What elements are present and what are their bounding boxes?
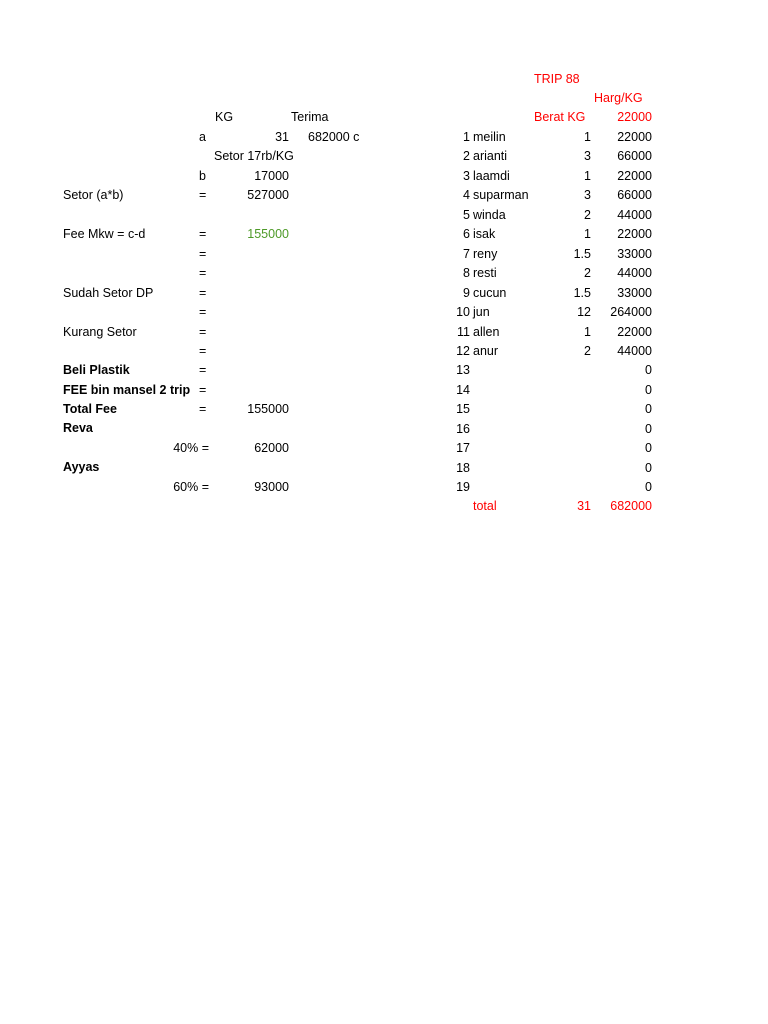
reva-pct: 40% = (173, 441, 209, 455)
row-b-label: b (199, 169, 206, 183)
total-fee-label: Total Fee (63, 402, 117, 416)
row-kg: 2 (584, 208, 591, 222)
row-kg: 1 (584, 130, 591, 144)
row-number: 18 (456, 461, 470, 475)
row-number: 1 (463, 130, 470, 144)
row-amount: 0 (645, 441, 652, 455)
row-kg: 3 (584, 188, 591, 202)
row-kg: 3 (584, 149, 591, 163)
row-kg: 2 (584, 344, 591, 358)
eq-blank-1: = (199, 247, 207, 261)
trip-title: TRIP 88 (534, 72, 580, 86)
harg-value: 22000 (617, 110, 652, 124)
fee-mkw-value: 155000 (247, 227, 289, 241)
row-amount: 0 (645, 461, 652, 475)
fee-bin-eq: = (199, 383, 207, 397)
row-number: 2 (463, 149, 470, 163)
reva-label: Reva (63, 421, 93, 435)
reva-value: 62000 (254, 441, 289, 455)
row-name: allen (473, 325, 500, 339)
row-kg: 1 (584, 169, 591, 183)
row-name: cucun (473, 286, 507, 300)
row-number: 4 (463, 188, 470, 202)
row-amount: 44000 (617, 208, 652, 222)
row-number: 6 (463, 227, 470, 241)
row-number: 14 (456, 383, 470, 397)
row-amount: 0 (645, 383, 652, 397)
beli-plastik-eq: = (199, 363, 207, 377)
ayyas-pct: 60% = (173, 480, 209, 494)
row-kg: 1 (584, 227, 591, 241)
row-amount: 33000 (617, 286, 652, 300)
row-number: 3 (463, 169, 470, 183)
eq-blank-2: = (199, 266, 207, 280)
row-number: 16 (456, 422, 470, 436)
terima-header: Terima (291, 110, 329, 124)
total-fee-eq: = (199, 402, 207, 416)
row-a-terima: 682000 c (308, 130, 360, 144)
row-name: isak (473, 227, 496, 241)
beli-plastik-label: Beli Plastik (63, 363, 130, 377)
row-amount: 0 (645, 422, 652, 436)
row-number: 10 (456, 305, 470, 319)
fee-mkw-label: Fee Mkw = c-d (63, 227, 146, 241)
row-amount: 44000 (617, 344, 652, 358)
row-number: 17 (456, 441, 470, 455)
row-name: arianti (473, 149, 508, 163)
row-name: reny (473, 247, 498, 261)
sudah-setor-eq: = (199, 286, 207, 300)
total-label: total (473, 499, 497, 513)
row-a-kg: 31 (275, 130, 289, 144)
row-kg: 1 (584, 325, 591, 339)
row-name: anur (473, 344, 499, 358)
setor-ab-value: 527000 (247, 188, 289, 202)
ayyas-label: Ayyas (63, 460, 100, 474)
row-number: 15 (456, 402, 470, 416)
row-number: 12 (456, 344, 470, 358)
total-fee-value: 155000 (247, 402, 289, 416)
row-name: suparman (473, 188, 529, 202)
row-amount: 33000 (617, 247, 652, 261)
row-amount: 66000 (617, 188, 652, 202)
total-amount: 682000 (610, 499, 652, 513)
row-kg: 2 (584, 266, 591, 280)
row-name: jun (473, 305, 490, 319)
row-name: laamdi (473, 169, 510, 183)
fee-mkw-eq: = (199, 227, 207, 241)
row-amount: 0 (645, 363, 652, 377)
row-kg: 1.5 (573, 247, 591, 261)
ayyas-value: 93000 (254, 480, 289, 494)
row-number: 13 (456, 363, 470, 377)
row-amount: 44000 (617, 266, 652, 280)
total-kg: 31 (577, 499, 591, 513)
row-name: resti (473, 266, 497, 280)
row-amount: 66000 (617, 149, 652, 163)
row-amount: 22000 (617, 169, 652, 183)
setor-ab-label: Setor (a*b) (63, 188, 124, 202)
row-number: 11 (457, 325, 470, 339)
row-name: meilin (473, 130, 506, 144)
sudah-setor-label: Sudah Setor DP (63, 286, 154, 300)
row-amount: 264000 (610, 305, 652, 319)
row-amount: 0 (645, 402, 652, 416)
row-amount: 22000 (617, 130, 652, 144)
eq-blank-3: = (199, 305, 207, 319)
kurang-setor-eq: = (199, 325, 207, 339)
row-number: 19 (456, 480, 470, 494)
row-amount: 22000 (617, 325, 652, 339)
row-a-label: a (199, 130, 206, 144)
row-b-value: 17000 (254, 169, 289, 183)
berat-header: Berat KG (534, 110, 586, 124)
row-kg: 12 (577, 305, 591, 319)
row-kg: 1.5 (573, 286, 591, 300)
fee-bin-label: FEE bin mansel 2 trip (63, 383, 191, 397)
row-name: winda (473, 208, 506, 222)
harg-header: Harg/KG (594, 91, 643, 105)
row-number: 8 (463, 266, 470, 280)
row-number: 7 (463, 247, 470, 261)
setor-header: Setor 17rb/KG (214, 149, 294, 163)
eq-blank-4: = (199, 344, 207, 358)
row-amount: 22000 (617, 227, 652, 241)
setor-ab-eq: = (199, 188, 207, 202)
row-amount: 0 (645, 480, 652, 494)
row-number: 9 (463, 286, 470, 300)
kg-header: KG (215, 110, 234, 124)
kurang-setor-label: Kurang Setor (63, 325, 137, 339)
row-number: 5 (463, 208, 470, 222)
